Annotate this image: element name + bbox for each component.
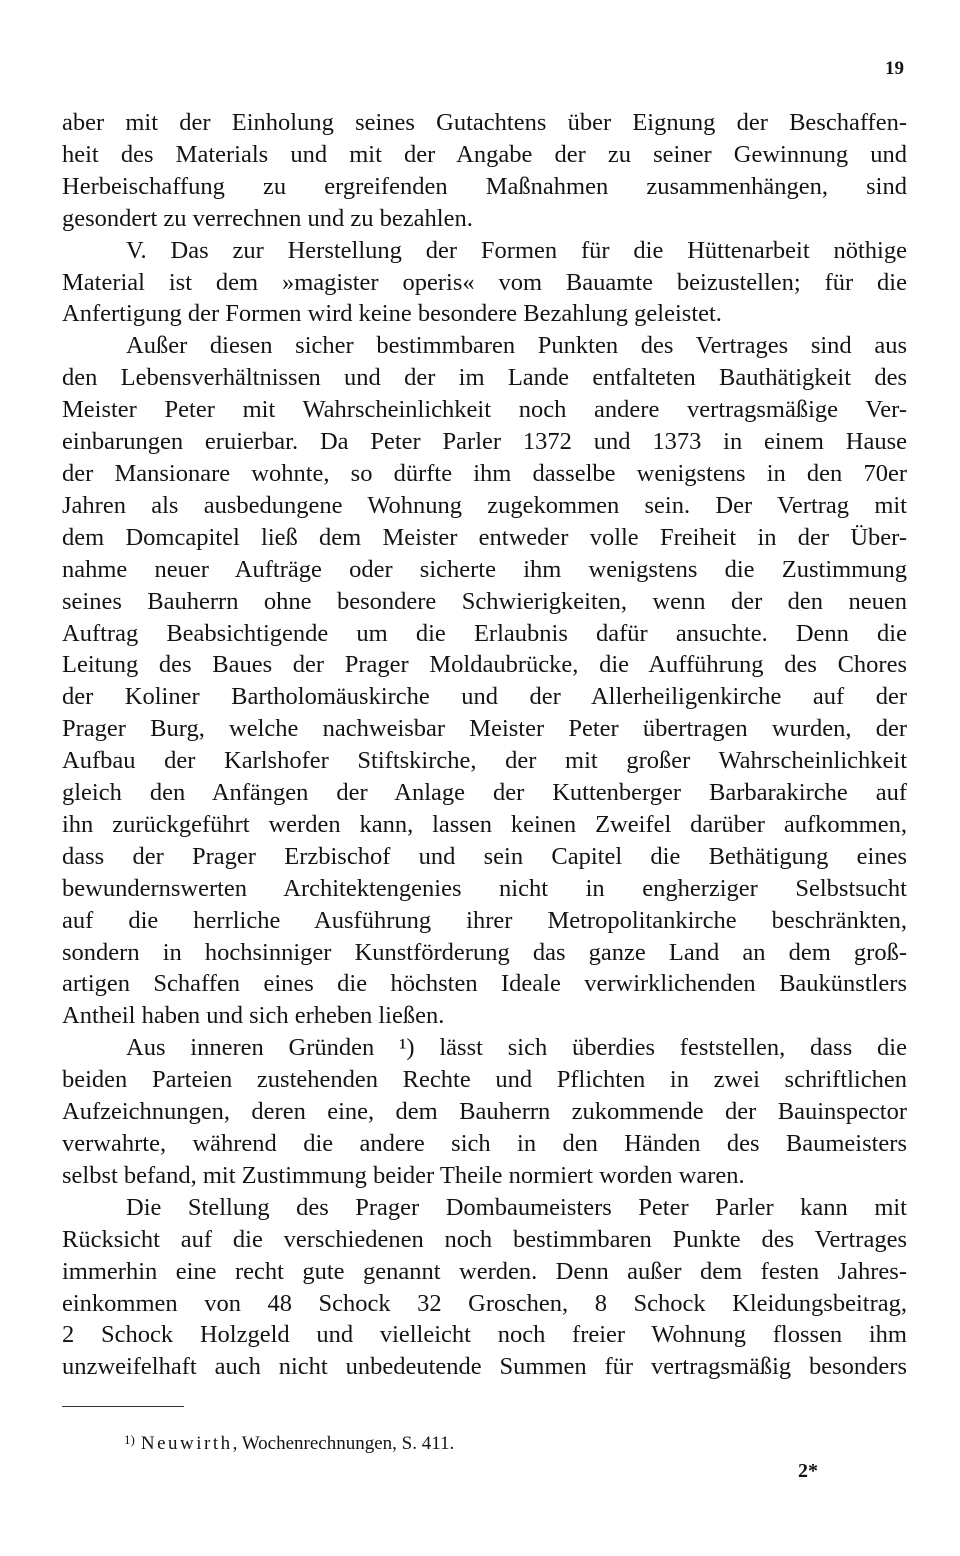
footnote-author: Neuwirth	[140, 1433, 233, 1454]
text-line: beiden Parteien zustehenden Rechte und Pflichten in zwei schriftlichen	[62, 1066, 907, 1094]
text-line: dass der Prager Erzbischof und sein Capitel die Bethätigung eines	[62, 842, 907, 870]
text-line: Prager Burg, welche nachweisbar Meister Peter übertragen wurden, der	[62, 715, 907, 743]
text-line: Herbeischaffung zu ergreifenden Maßnahmen zusammenhängen, sind	[62, 172, 907, 200]
signature-mark: 2*	[798, 1460, 818, 1482]
text-line: verwahrte, während die andere sich in den Händen des Baumeisters	[62, 1130, 907, 1157]
paragraph	[62, 1192, 907, 1383]
paragraph	[62, 1032, 907, 1192]
text-line: Aufbau der Karlshofer Stiftskirche, der mit großer Wahrscheinlichkeit	[62, 747, 907, 775]
page-number: 19	[885, 58, 904, 79]
text-line: Die Stellung des Prager Dombaumeisters Peter Parler kann mit	[126, 1193, 907, 1221]
paragraph	[62, 330, 907, 1032]
text-line: Meister Peter mit Wahrscheinlichkeit noch andere vertragsmäßige Ver-	[62, 396, 907, 424]
text-line: Leitung des Baues der Prager Moldaubrücke, die Aufführung des Chores	[62, 651, 907, 679]
text-line: Material ist dem »magister operis« vom Bauamte beizustellen; für die	[62, 268, 907, 296]
text-line: einbarungen eruierbar. Da Peter Parler 1372 und 1373 in einem Hause	[62, 428, 907, 456]
text-line: Anfertigung der Formen wird keine besondere Bezahlung geleistet.	[62, 300, 722, 328]
text-line: selbst befand, mit Zustimmung beider Theile normiert worden waren.	[62, 1161, 745, 1189]
text-line: sondern in hochsinniger Kunstförderung das ganze Land an dem groß-	[62, 938, 907, 966]
text-line: auf die herrliche Ausführung ihrer Metropolitankirche beschränkten,	[62, 906, 907, 934]
text-line: immerhin eine recht gute genannt werden. Denn außer dem festen Jahres-	[62, 1257, 907, 1285]
text-line: Rücksicht auf die verschiedenen noch bestimmbaren Punkte des Vertrages	[62, 1225, 907, 1253]
body-text	[62, 107, 907, 1383]
text-line: bewundernswerten Architektengenies nicht in engherziger Selbstsucht	[62, 874, 907, 902]
footnote-marker: 1)	[124, 1432, 135, 1447]
text-line: aber mit der Einholung seines Gutachtens über Eignung der Beschaffen-	[62, 109, 907, 136]
text-line: 2 Schock Holzgeld und vielleicht noch freier Wohnung flossen ihm	[62, 1321, 907, 1349]
text-line: V. Das zur Herstellung der Formen für die Hüttenarbeit nöthige	[126, 236, 907, 264]
text-line: dem Domcapitel ließ dem Meister entweder volle Freiheit in der Über-	[62, 523, 907, 551]
text-line: den Lebensverhältnissen und der im Lande entfalteten Bauthätigkeit des	[62, 364, 907, 392]
text-line: unzweifelhaft auch nicht unbedeutende Summen für vertragsmäßig besonders	[62, 1353, 907, 1381]
text-line: einkommen von 48 Schock 32 Groschen, 8 Schock Kleidungsbeitrag,	[62, 1289, 907, 1317]
paragraph	[62, 235, 907, 331]
text-line: Auftrag Beabsichtigende um die Erlaubnis dafür ansuchte. Denn die	[62, 619, 907, 647]
footnote-text: , Wochenrechnungen, S. 411.	[232, 1433, 455, 1454]
text-line: ihn zurückgeführt werden kann, lassen keinen Zweifel darüber aufkommen,	[62, 810, 907, 838]
text-line: artigen Schaffen eines die höchsten Ideale verwirklichenden Baukünstlers	[62, 970, 907, 998]
text-line: Antheil haben und sich erheben ließen.	[62, 1002, 445, 1030]
footnote-divider	[62, 1406, 184, 1407]
text-line: Aus inneren Gründen ¹) lässt sich überdies feststellen, dass die	[126, 1034, 907, 1062]
text-line: Aufzeichnungen, deren eine, dem Bauherrn zukommende der Bauinspector	[62, 1098, 907, 1126]
paragraph	[62, 107, 907, 235]
text-line: Jahren als ausbedungene Wohnung zugekommen sein. Der Vertrag mit	[62, 491, 907, 519]
text-line: Außer diesen sicher bestimmbaren Punkten des Vertrages sind aus	[126, 332, 907, 360]
text-line: nahme neuer Aufträge oder sicherte ihm wenigstens die Zustimmung	[62, 555, 907, 583]
text-line: gleich den Anfängen der Anlage der Kuttenberger Barbarakirche auf	[62, 779, 907, 807]
text-line: heit des Materials und mit der Angabe der zu seiner Gewinnung und	[62, 140, 907, 168]
text-line: gesondert zu verrechnen und zu bezahlen.	[62, 204, 473, 232]
footnote	[124, 1432, 454, 1455]
text-line: der Koliner Bartholomäuskirche und der Allerheiligenkirche auf der	[62, 683, 907, 711]
text-line: seines Bauherrn ohne besondere Schwierigkeiten, wenn der den neuen	[62, 587, 907, 615]
text-line: der Mansionare wohnte, so dürfte ihm dasselbe wenigstens in den 70er	[62, 459, 907, 487]
